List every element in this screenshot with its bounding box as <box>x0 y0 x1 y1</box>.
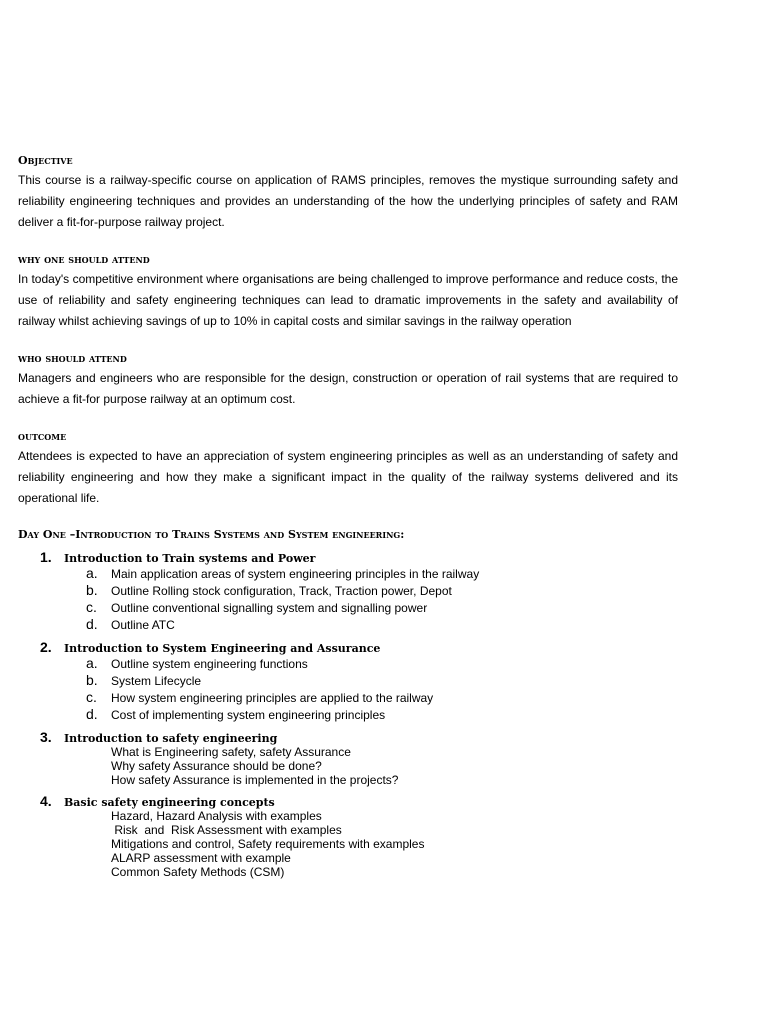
subtopic-letter: c. <box>86 599 97 615</box>
outcome-heading: outcome <box>18 430 67 443</box>
subtopic-item <box>86 565 678 582</box>
why-attend-section <box>18 251 678 332</box>
subtopic-letter: d. <box>86 706 98 722</box>
subtopic-item <box>86 655 678 672</box>
topic-title: Introduction to System Engineering and Assurance <box>64 642 381 655</box>
topic-item <box>18 639 678 723</box>
subtopic-text: How system engineering principles are applied to the railway <box>111 691 434 705</box>
why-attend-text: In today's competitive environment where organisations are being challenged to improve performance and reduce costs, the use of reliability and safety engineering techniques can lead to dramatic improvements in the safety and availability of railway whilst achieving savings of up to 10% in capital costs and similar savings in the railway operation <box>18 272 678 328</box>
topic-number: 1. <box>40 549 52 565</box>
subtopic-text: Outline Rolling stock configuration, Track, Traction power, Depot <box>111 584 452 598</box>
topic-lines <box>18 745 678 787</box>
objective-section <box>18 152 678 233</box>
subtopic-text: Outline conventional signalling system and signalling power <box>111 601 428 615</box>
topic-lines <box>18 809 678 879</box>
subtopic-item <box>86 706 678 723</box>
day-one-section <box>18 527 678 879</box>
subtopic-list <box>18 565 678 633</box>
outcome-text: Attendees is expected to have an appreciation of system engineering principles as well as an understanding of safety and reliability engineering and how they make a significant impact in the quality of the railway systems delivered and its operational life. <box>18 449 678 505</box>
subtopic-item <box>86 672 678 689</box>
topic-number: 4. <box>40 793 52 809</box>
topic-item <box>18 729 678 787</box>
subtopic-list <box>18 655 678 723</box>
subtopic-letter: b. <box>86 672 98 688</box>
subtopic-letter: c. <box>86 689 97 705</box>
topic-header <box>18 729 678 745</box>
objective-text: This course is a railway-specific course on application of RAMS principles, removes the mystique surrounding safety and reliability engineering techniques and provides an understanding of the how the underlying principles of safety and RAM deliver a fit-for-purpose railway project. <box>18 173 678 229</box>
topic-number: 2. <box>40 639 52 655</box>
subtopic-letter: a. <box>86 565 98 581</box>
subtopic-letter: a. <box>86 655 98 671</box>
subtopic-item <box>86 582 678 599</box>
subtopic-letter: d. <box>86 616 98 632</box>
who-attend-heading: who should attend <box>18 352 127 365</box>
subtopic-item <box>86 599 678 616</box>
topic-number: 3. <box>40 729 52 745</box>
topic-line: Why safety Assurance should be done? <box>111 759 322 773</box>
topic-header <box>18 793 678 809</box>
topic-title: Basic safety engineering concepts <box>64 796 275 809</box>
topic-line: Risk and Risk Assessment with examples <box>111 823 342 837</box>
topic-line: Common Safety Methods (CSM) <box>111 865 285 879</box>
subtopic-text: Cost of implementing system engineering principles <box>111 708 386 722</box>
topic-title: Introduction to safety engineering <box>64 732 278 745</box>
topic-title: Introduction to Train systems and Power <box>64 552 316 565</box>
subtopic-text: Outline ATC <box>111 618 175 632</box>
topic-line: ALARP assessment with example <box>111 851 291 865</box>
topic-header <box>18 549 678 565</box>
day-one-title: Day One –Introduction to Trains Systems and System engineering: <box>18 528 405 541</box>
subtopic-letter: b. <box>86 582 98 598</box>
why-attend-heading: why one should attend <box>18 253 150 266</box>
subtopic-text: Main application areas of system engineering principles in the railway <box>111 567 480 581</box>
subtopic-text: Outline system engineering functions <box>111 657 308 671</box>
topic-line: Mitigations and control, Safety requirements with examples <box>111 837 425 851</box>
topic-item <box>18 549 678 633</box>
subtopic-item <box>86 616 678 633</box>
outcome-section <box>18 428 678 509</box>
document-page <box>18 152 678 885</box>
topic-header <box>18 639 678 655</box>
who-attend-section <box>18 350 678 410</box>
day-one-topics <box>18 549 678 879</box>
objective-heading: Objective <box>18 154 73 167</box>
topic-line: What is Engineering safety, safety Assurance <box>111 745 351 759</box>
topic-line: How safety Assurance is implemented in the projects? <box>111 773 399 787</box>
who-attend-text: Managers and engineers who are responsible for the design, construction or operation of rail systems that are required to achieve a fit-for purpose railway at an optimum cost. <box>18 371 678 406</box>
topic-line: Hazard, Hazard Analysis with examples <box>111 809 322 823</box>
subtopic-item <box>86 689 678 706</box>
topic-item <box>18 793 678 879</box>
subtopic-text: System Lifecycle <box>111 674 202 688</box>
